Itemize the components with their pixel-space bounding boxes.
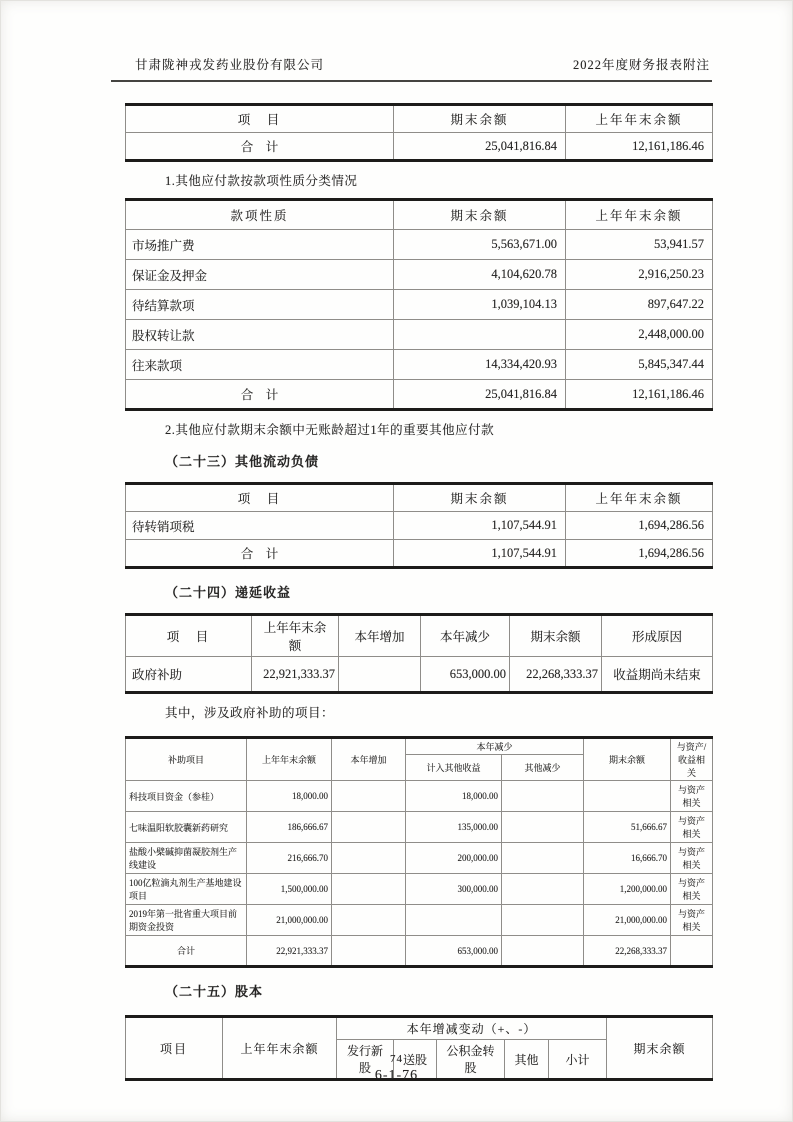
table-cell: 与资产相关 bbox=[671, 781, 713, 812]
table-cell bbox=[339, 657, 421, 693]
table-cell bbox=[332, 905, 406, 936]
table-cell: 2,916,250.23 bbox=[566, 260, 713, 290]
table-cell: 25,041,816.84 bbox=[394, 380, 566, 410]
table-cell: 4,104,620.78 bbox=[394, 260, 566, 290]
table-cell: 200,000.00 bbox=[406, 843, 502, 874]
table-row bbox=[126, 133, 713, 161]
table-cell: 与资产相关 bbox=[671, 843, 713, 874]
table-cell: 1,694,286.56 bbox=[566, 540, 713, 568]
column-header: 款项性质 bbox=[126, 200, 394, 230]
column-header: 上年年末余额 bbox=[247, 738, 332, 781]
column-header: 期末余额 bbox=[584, 738, 671, 781]
column-header: 补助项目 bbox=[126, 738, 247, 781]
table-cell: 盐酸小檗碱抑菌凝胶剂生产线建设 bbox=[126, 843, 247, 874]
table-cell bbox=[584, 781, 671, 812]
note-aging: 2.其他应付款期末余额中无账龄超过1年的重要其他应付款 bbox=[165, 423, 495, 437]
table-cell: 18,000.00 bbox=[247, 781, 332, 812]
table-cell: 14,334,420.93 bbox=[394, 350, 566, 380]
column-header: 上年年末余额 bbox=[252, 615, 339, 657]
table-government-grants bbox=[125, 736, 713, 968]
table-cell: 合 计 bbox=[126, 380, 394, 410]
column-header: 送股 bbox=[394, 1040, 437, 1080]
table-cell: 897,647.22 bbox=[566, 290, 713, 320]
table-cell: 收益期尚未结束 bbox=[602, 657, 713, 693]
column-header: 期末余额 bbox=[510, 615, 602, 657]
table-cell: 七味温阳软胶囊新药研究 bbox=[126, 812, 247, 843]
page-header bbox=[111, 55, 712, 82]
column-header: 期末余额 bbox=[607, 1017, 713, 1080]
table-payables-by-nature bbox=[125, 198, 713, 411]
table-row bbox=[126, 781, 713, 812]
table-header-row bbox=[126, 484, 713, 512]
column-header: 上年年末余额 bbox=[566, 105, 713, 133]
table-cell: 合计 bbox=[126, 936, 247, 967]
table-cell: 政府补助 bbox=[126, 657, 252, 693]
table-cell: 5,563,671.00 bbox=[394, 230, 566, 260]
table-header-row bbox=[126, 738, 713, 755]
company-name: 甘肃陇神戎发药业股份有限公司 bbox=[135, 58, 325, 72]
table-row bbox=[126, 812, 713, 843]
table-cell bbox=[332, 874, 406, 905]
table-cell: 51,666.67 bbox=[584, 812, 671, 843]
section-heading-25: （二十五）股本 bbox=[165, 984, 264, 999]
column-header: 与资产/收益相关 bbox=[671, 738, 713, 781]
table-other-current-liabilities bbox=[125, 482, 713, 569]
column-header: 计入其他收益 bbox=[406, 755, 502, 781]
table-row bbox=[126, 350, 713, 380]
table-row bbox=[126, 874, 713, 905]
table-cell: 2019年第一批省重大项目前期资金投资 bbox=[126, 905, 247, 936]
table-cell: 216,666.70 bbox=[247, 843, 332, 874]
column-header: 上年年末余额 bbox=[566, 484, 713, 512]
table-cell: 1,039,104.13 bbox=[394, 290, 566, 320]
table-cell: 与资产相关 bbox=[671, 812, 713, 843]
table-cell: 12,161,186.46 bbox=[566, 380, 713, 410]
table-cell: 市场推广费 bbox=[126, 230, 394, 260]
table-cell bbox=[671, 936, 713, 967]
table-cell: 合 计 bbox=[126, 133, 394, 161]
column-header: 上年年末余额 bbox=[566, 200, 713, 230]
table-cell: 12,161,186.46 bbox=[566, 133, 713, 161]
table-cell: 合 计 bbox=[126, 540, 394, 568]
table-cell bbox=[502, 781, 584, 812]
table-cell: 与资产相关 bbox=[671, 905, 713, 936]
table-cell: 股权转让款 bbox=[126, 320, 394, 350]
table-cell bbox=[502, 812, 584, 843]
column-header-group: 本年增减变动（+、-） bbox=[337, 1017, 607, 1040]
page-number: 74 bbox=[390, 1053, 403, 1065]
table-row bbox=[126, 512, 713, 540]
table-cell: 653,000.00 bbox=[406, 936, 502, 967]
column-header: 小计 bbox=[549, 1040, 607, 1080]
table-cell: 186,666.67 bbox=[247, 812, 332, 843]
table-cell bbox=[332, 781, 406, 812]
table-cell: 22,268,333.37 bbox=[510, 657, 602, 693]
table-total-row bbox=[126, 936, 713, 967]
table-cell: 1,694,286.56 bbox=[566, 512, 713, 540]
column-header: 本年增加 bbox=[339, 615, 421, 657]
table-cell: 100亿粒滴丸剂生产基地建设项目 bbox=[126, 874, 247, 905]
table-cell: 300,000.00 bbox=[406, 874, 502, 905]
table-cell: 21,000,000.00 bbox=[584, 905, 671, 936]
table-cell bbox=[502, 905, 584, 936]
table-cell bbox=[502, 843, 584, 874]
table-cell bbox=[332, 936, 406, 967]
column-header: 本年减少 bbox=[421, 615, 510, 657]
column-header: 其他 bbox=[505, 1040, 549, 1080]
table-row bbox=[126, 905, 713, 936]
column-header: 上年年末余额 bbox=[223, 1017, 337, 1080]
table-cell: 25,041,816.84 bbox=[394, 133, 566, 161]
column-header: 形成原因 bbox=[602, 615, 713, 657]
report-title: 2022年度财务报表附注 bbox=[572, 58, 710, 72]
table-cell: 18,000.00 bbox=[406, 781, 502, 812]
table-deferred-income bbox=[125, 613, 713, 694]
column-header-group: 本年减少 bbox=[406, 738, 584, 755]
table-cell: 22,921,333.37 bbox=[247, 936, 332, 967]
table-cell: 保证金及押金 bbox=[126, 260, 394, 290]
doc-code: 6-1-76 bbox=[374, 1068, 419, 1083]
table-row bbox=[126, 320, 713, 350]
page-footer bbox=[0, 1053, 793, 1084]
column-header: 期末余额 bbox=[394, 105, 566, 133]
table-cell: 1,200,000.00 bbox=[584, 874, 671, 905]
table-row bbox=[126, 260, 713, 290]
table-cell: 待转销项税 bbox=[126, 512, 394, 540]
table-cell: 53,941.57 bbox=[566, 230, 713, 260]
table-row bbox=[126, 843, 713, 874]
table-cell: 22,268,333.37 bbox=[584, 936, 671, 967]
table-header-row bbox=[126, 1017, 713, 1040]
table-cell: 往来款项 bbox=[126, 350, 394, 380]
table-cell bbox=[394, 320, 566, 350]
table-cell: 653,000.00 bbox=[421, 657, 510, 693]
column-header: 项 目 bbox=[126, 615, 252, 657]
table-cell bbox=[332, 843, 406, 874]
table-row bbox=[126, 290, 713, 320]
table-cell: 2,448,000.00 bbox=[566, 320, 713, 350]
column-header: 期末余额 bbox=[394, 200, 566, 230]
section-heading-23: （二十三）其他流动负债 bbox=[165, 454, 320, 469]
column-header: 公积金转股 bbox=[437, 1040, 505, 1080]
table-total-row bbox=[126, 540, 713, 568]
table-row bbox=[126, 657, 713, 693]
table-row bbox=[126, 230, 713, 260]
table-cell bbox=[406, 905, 502, 936]
table-cell: 1,107,544.91 bbox=[394, 540, 566, 568]
table-cell bbox=[502, 936, 584, 967]
table-total-row bbox=[126, 380, 713, 410]
table-other-payables-total bbox=[125, 103, 713, 162]
table-cell: 1,107,544.91 bbox=[394, 512, 566, 540]
column-header: 本年增加 bbox=[332, 738, 406, 781]
note-classification: 1.其他应付款按款项性质分类情况 bbox=[165, 174, 358, 188]
table-cell: 待结算款项 bbox=[126, 290, 394, 320]
note-grant-projects: 其中，涉及政府补助的项目： bbox=[165, 706, 335, 720]
table-cell: 21,000,000.00 bbox=[247, 905, 332, 936]
column-header: 项 目 bbox=[126, 484, 394, 512]
table-header-row bbox=[126, 615, 713, 657]
column-header: 期末余额 bbox=[394, 484, 566, 512]
column-header: 项 目 bbox=[126, 105, 394, 133]
column-header: 项目 bbox=[126, 1017, 223, 1080]
section-heading-24: （二十四）递延收益 bbox=[165, 585, 292, 600]
table-header-row bbox=[126, 105, 713, 133]
table-cell: 16,666.70 bbox=[584, 843, 671, 874]
table-cell bbox=[332, 812, 406, 843]
table-cell: 5,845,347.44 bbox=[566, 350, 713, 380]
table-cell: 1,500,000.00 bbox=[247, 874, 332, 905]
table-cell: 与资产相关 bbox=[671, 874, 713, 905]
table-cell bbox=[502, 874, 584, 905]
table-cell: 22,921,333.37 bbox=[252, 657, 339, 693]
table-cell: 135,000.00 bbox=[406, 812, 502, 843]
column-header: 发行新股 bbox=[337, 1040, 394, 1080]
table-header-row bbox=[126, 200, 713, 230]
column-header: 其他减少 bbox=[502, 755, 584, 781]
table-cell: 科技项目资金（参桂） bbox=[126, 781, 247, 812]
